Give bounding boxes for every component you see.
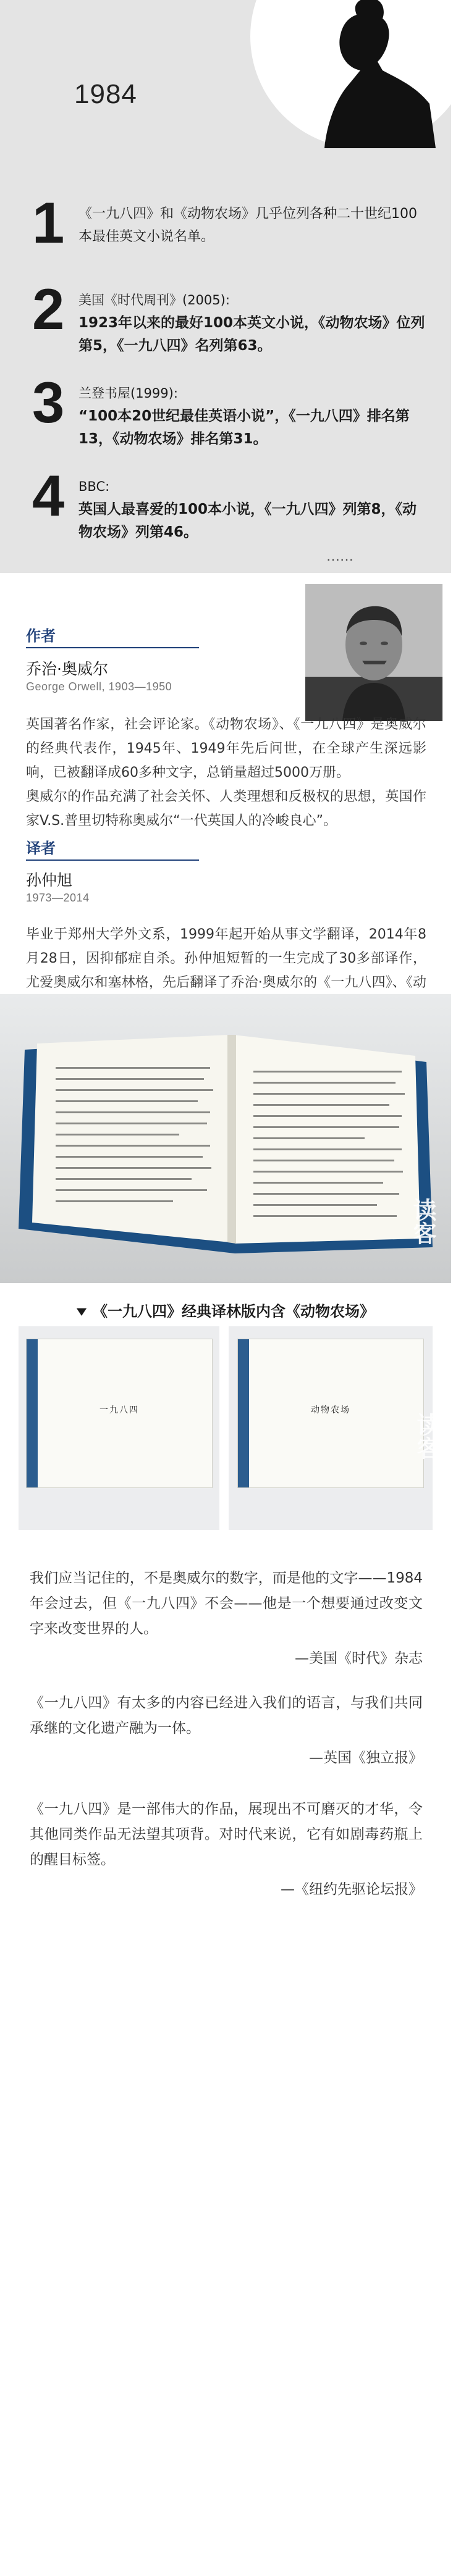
- author-divider: [26, 647, 199, 648]
- author-role-label: 作者: [26, 627, 56, 645]
- translator-divider: [26, 859, 199, 861]
- translator-role-label: 译者: [26, 840, 56, 857]
- rankings-section: [0, 0, 451, 573]
- ranking-text: 英国人最喜爱的100本小说，《一九八四》列第8，《动物农场》列第46。: [78, 501, 417, 540]
- ranking-number: 3: [32, 370, 65, 435]
- ranking-item: [32, 277, 428, 358]
- hero-year: 1984: [74, 79, 137, 109]
- quote-source: —美国《时代》杂志: [295, 1650, 423, 1666]
- book-spread-animal-farm: [229, 1326, 433, 1530]
- author-photo-icon: [305, 584, 442, 721]
- triangle-down-icon: [77, 1308, 87, 1316]
- quote-text: 我们应当记住的，不是奥威尔的数字，而是他的文字——1984年会过去，但《一九八四》不会——他是一个想要通过改变文字来改变世界的人。: [30, 1570, 423, 1637]
- edition-heading: [0, 1299, 451, 1321]
- book-page-title: 动物农场: [311, 1405, 350, 1415]
- quote-source: —《纽约先驱论坛报》: [281, 1881, 423, 1897]
- ranking-ellipsis: ……: [326, 549, 353, 564]
- open-book-photo: [0, 994, 451, 1283]
- ranking-source: 美国《时代周刊》(2005):: [78, 293, 230, 307]
- translator-years: 1973—2014: [26, 892, 90, 904]
- author-name-en: George Orwell, 1903—1950: [26, 680, 172, 693]
- orwell-silhouette-icon: [250, 0, 474, 148]
- quote-text: 《一九八四》是一部伟大的作品，展现出不可磨灭的才华，令其他同类作品无法望其项背。对时代来说，它有如剧毒药瓶上的醒目标签。: [30, 1801, 423, 1868]
- ranking-number: 1: [32, 190, 65, 255]
- translator-name: 孙仲旭: [26, 871, 73, 889]
- quote-independent: [30, 1691, 423, 1767]
- ranking-source: BBC:: [78, 479, 110, 494]
- watermark-seal: 读客: [409, 1198, 436, 1245]
- ranking-item: [32, 463, 428, 568]
- author-portrait: [305, 584, 442, 721]
- ranking-text: 1923年以来的最好100本英文小说，《动物农场》位列第5，《一九八四》名列第63。: [78, 315, 425, 354]
- ranking-text: “100本20世纪最佳英语小说”，《一九八四》排名第13，《动物农场》排名第31。: [78, 408, 410, 447]
- edition-title: 《一九八四》经典译林版内含《动物农场》: [93, 1303, 375, 1320]
- ranking-source: 兰登书屋(1999):: [78, 386, 178, 401]
- book-spread-nineteen-eighty-four: [19, 1326, 219, 1530]
- translator-bio: 毕业于郑州大学外文系，1999年起开始从事文学翻译，2014年8月28日，因抑郁症自杀。孙仲旭短暂的一生完成了30多部译作，尤爱奥威尔和塞林格，先后翻译了乔治·奥威尔的《一九八四》、《动: [26, 927, 426, 990]
- book-page: [237, 1339, 424, 1488]
- quote-herald-tribune: [30, 1797, 423, 1898]
- quote-time: [30, 1566, 423, 1667]
- edition-section: [0, 1283, 451, 1545]
- ranking-number: 4: [32, 463, 65, 528]
- open-book-icon: [0, 994, 451, 1283]
- quote-text: 《一九八四》有太多的内容已经进入我们的语言，与我们共同承继的文化遗产融为一体。: [30, 1695, 423, 1736]
- book-page: [26, 1339, 213, 1488]
- book-page-title: 一九八四: [99, 1405, 139, 1415]
- quote-source: —英国《独立报》: [309, 1750, 423, 1766]
- hero-silhouette-circle: [250, 0, 474, 148]
- ranking-text: 《一九八四》和《动物农场》几乎位列各种二十世纪100本最佳英文小说名单。: [78, 206, 417, 245]
- watermark-seal: 读客: [413, 1413, 440, 1460]
- author-name: 乔治·奥威尔: [26, 660, 108, 678]
- ranking-item: [32, 190, 428, 264]
- author-bio: 英国著名作家，社会评论家。《动物农场》、《一九八四》是奥威尔的经典代表作，1945年、1949年先后问世，在全球产生深远影响，已被翻译成60多种文字，总销量超过5000万册。 奥威尔的作品充满了社会关怀、人类理想和反极权的思想，英国作家V.S.普里切特称奥威尔“一代英国人的冷峻良心”。: [26, 717, 426, 829]
- ranking-number: 2: [32, 277, 65, 341]
- ranking-item: [32, 370, 428, 451]
- authors-section: [0, 573, 451, 994]
